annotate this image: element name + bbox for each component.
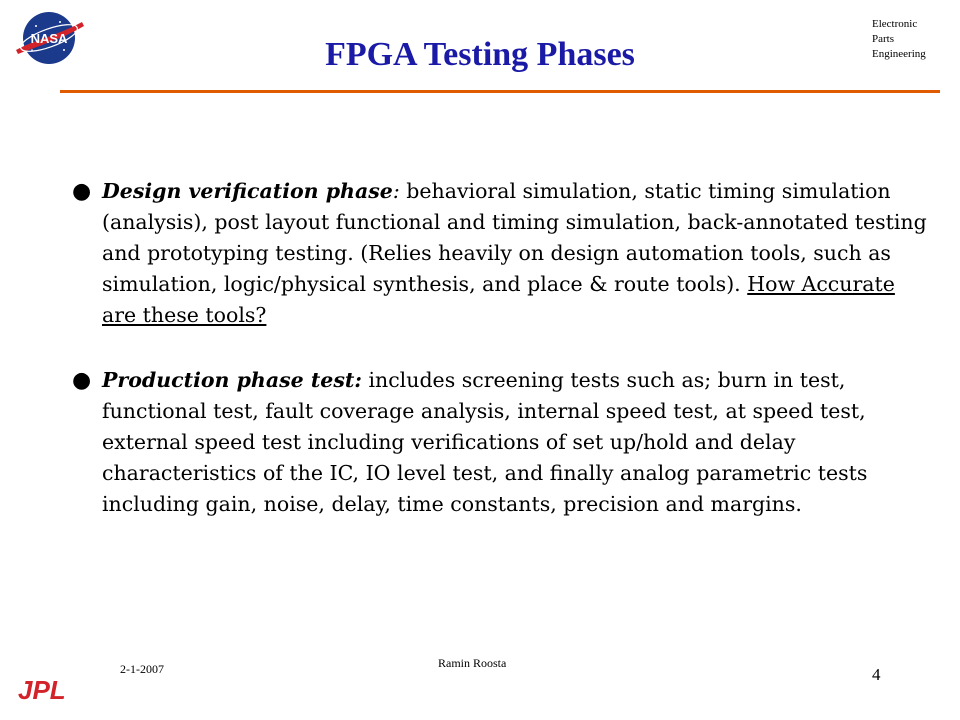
jpl-logo-text: JPL [18,675,66,704]
header-divider [60,90,940,93]
jpl-logo [16,674,74,704]
bullet-text: includes screening tests such as; burn in test, functional test, fault coverage analysis, internal speed test, at speed test, external speed test including verifications of set up/hold and delay characteristics of the IC, IO level test, and finally analog parametric tests including gain, noise, delay, time constants, precision and margins. [102,368,868,516]
bullet-dot-icon: ● [72,179,92,204]
footer-author: Ramin Roosta [438,656,507,670]
org-line-1: Electronic [872,18,918,30]
bullet-lead: Production phase test: [102,368,362,392]
org-label [872,17,926,62]
bullet-design-verification [62,176,932,331]
bullet-text: behavioral simulation, static timing simulation (analysis), post layout functional and timing simulation, back-annotated testing and prototyping testing. (Relies heavily on design automation tools, such as simulation, logic/physical synthesis, and place & route tools). [102,179,927,296]
bullet-lead-separator: : [392,179,400,203]
footer-date: 2-1-2007 [120,662,164,676]
bullet-production-phase [62,365,932,520]
page-title: FPGA Testing Phases [325,36,635,73]
bullet-dot-icon: ● [72,368,92,393]
nasa-logo-text: NASA [30,31,68,46]
accuracy-question-link[interactable]: How Accurate are these tools? [102,272,895,327]
page-number: 4 [872,665,881,684]
bullet-lead: Design verification phase [102,179,393,203]
org-line-3: Engineering [872,48,926,60]
bullet-list [62,176,932,520]
org-line-2: Parts [872,33,894,45]
